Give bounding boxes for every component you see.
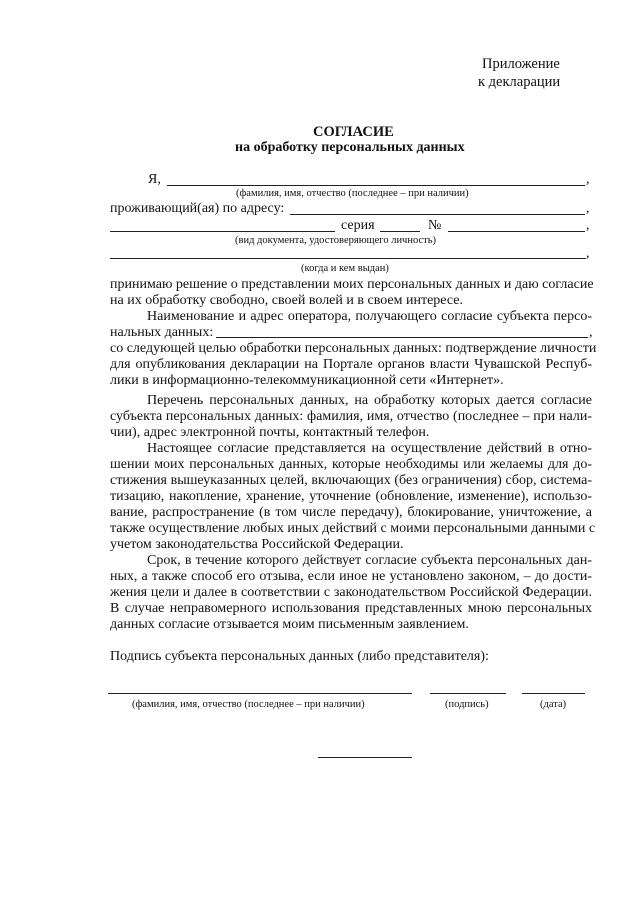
document-hint: (вид документа, удостоверяющего личность) — [235, 235, 437, 246]
name-hint: (фамилия, имя, отчество (последнее – при наличии) — [236, 188, 469, 199]
p4-line-1: Настоящее согласие представляется на осуществление действий в отно- — [147, 441, 592, 456]
name-field[interactable] — [167, 185, 585, 186]
p3-line-3: чии), адрес электронной почты, контактный телефон. — [110, 425, 430, 440]
document-comma: , — [586, 218, 590, 233]
document-type-field[interactable] — [110, 231, 335, 232]
series-label: серия — [341, 218, 375, 233]
address-field[interactable] — [290, 214, 585, 215]
signature-date-hint: (дата) — [540, 699, 567, 710]
p3-line-2: субъекта персональных данных: фамилия, имя, отчество (последнее – при нали- — [110, 409, 592, 424]
signature-name-field[interactable] — [108, 693, 412, 694]
p2-line-1: Наименование и адрес оператора, получающего согласие субъекта персо- — [147, 309, 592, 324]
p4-line-2: шении моих персональных данных, которые необходимы или желаемы для до- — [110, 457, 592, 472]
signature-sign-hint: (подпись) — [445, 699, 489, 710]
operator-comma: , — [589, 325, 593, 340]
p4-line-7: учетом законодательства Российской Федерации. — [110, 537, 404, 552]
i-label: Я, — [148, 172, 161, 187]
appendix-line-1: Приложение — [482, 56, 560, 72]
address-comma: , — [586, 201, 590, 216]
p4-line-3: стижения вышеуказанных целей, включающих (без ограничения) сбор, система- — [110, 473, 592, 488]
issued-hint: (когда и кем выдан) — [301, 263, 389, 274]
p1-line-2: на их обработку свободно, своей волей и в своем интересе. — [110, 293, 463, 308]
document-title: СОГЛАСИЕ — [313, 124, 394, 140]
p5-line-1: Срок, в течение которого действует согласие субъекта персональных дан- — [147, 553, 592, 568]
signature-date-field[interactable] — [522, 693, 585, 694]
document-subtitle: на обработку персональных данных — [235, 140, 465, 155]
signature-sign-field[interactable] — [430, 693, 506, 694]
operator-field[interactable] — [216, 337, 588, 338]
p5-line-3: жения цели и далее в соответствии с законодательством Российской Федерации. — [110, 585, 592, 600]
p2-line-2: нальных данных: — [110, 325, 214, 340]
closing-divider — [318, 757, 412, 758]
p3-line-1: Перечень персональных данных, на обработку которых дается согласие — [147, 393, 592, 408]
p5-line-2: ных, а также способ его отзыва, если иное не установлено законом, – до дости- — [110, 569, 592, 584]
signature-label: Подпись субъекта персональных данных (либо представителя): — [110, 649, 489, 664]
address-label: проживающий(ая) по адресу: — [110, 201, 285, 216]
name-comma: , — [586, 172, 590, 187]
number-label: № — [428, 218, 442, 233]
p4-line-6: также осуществление любых иных действий с моими персональными данными с — [110, 521, 596, 536]
issued-field[interactable] — [110, 258, 586, 259]
p4-line-4: тизацию, накопление, хранение, уточнение (обновление, изменение), использо- — [110, 489, 592, 504]
p5-line-5: данных согласие отзывается моим письменным заявлением. — [110, 617, 469, 632]
appendix-line-2: к декларации — [478, 74, 561, 90]
p2-line-4: для опубликования декларации на Портале органов власти Чувашской Респуб- — [110, 357, 592, 372]
signature-name-hint: (фамилия, имя, отчество (последнее – при наличии) — [132, 699, 365, 710]
p2-line-5: лики в информационно-телекоммуникационной сети «Интернет». — [110, 373, 504, 388]
series-field[interactable] — [380, 231, 420, 232]
p1-line-1: принимаю решение о представлении моих персональных данных и даю согласие — [110, 277, 594, 292]
p2-line-3: со следующей целью обработки персональных данных: подтверждение личности — [110, 341, 597, 356]
p5-line-4: В случае неправомерного использования представленных мною персональных — [110, 601, 592, 616]
issued-comma: , — [586, 246, 590, 261]
number-field[interactable] — [448, 231, 585, 232]
p4-line-5: вание, распространение (в том числе передачу), блокирование, уничтожение, а — [110, 505, 592, 520]
